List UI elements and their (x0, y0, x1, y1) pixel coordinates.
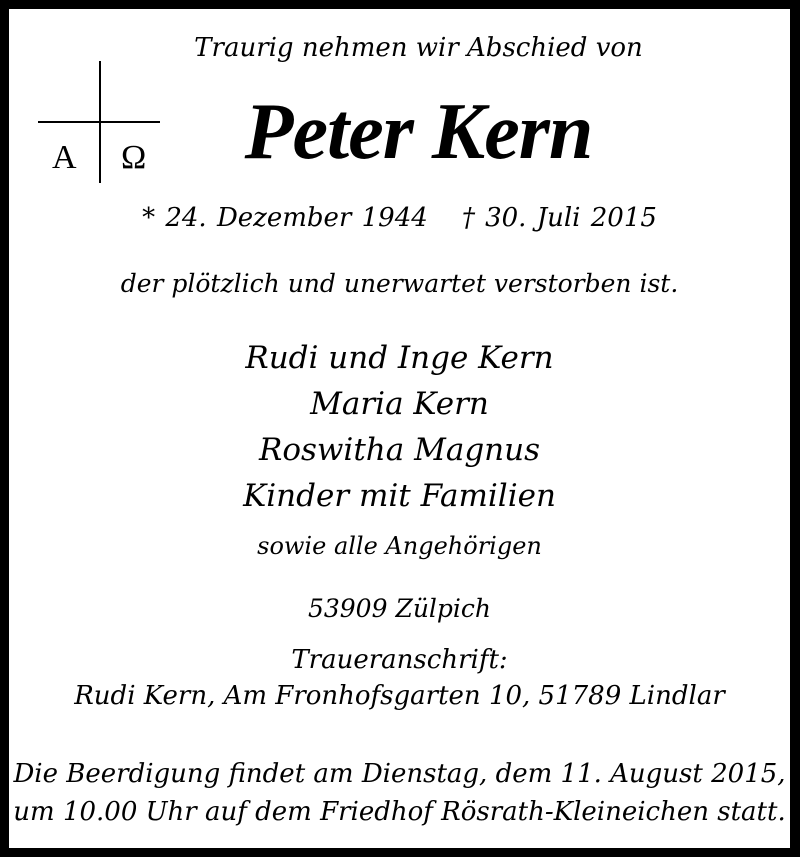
deceased-name: Peter Kern (244, 88, 593, 176)
mourner-name: Kinder mit Familien (243, 478, 556, 514)
mourning-address-label: Traueranschrift: (291, 645, 508, 675)
mourning-address: Rudi Kern, Am Fronhofsgarten 10, 51789 Lindlar (74, 681, 725, 711)
alpha-glyph: A (52, 139, 77, 176)
life-dates (9, 205, 790, 231)
omega-glyph: Ω (121, 139, 147, 176)
mourners-list (9, 335, 790, 519)
obituary-notice (9, 9, 790, 848)
funeral-line: um 10.00 Uhr auf dem Friedhof Rösrath-Kleineichen statt. (13, 797, 786, 827)
funeral-line: Die Beerdigung findet am Dienstag, dem 11. August 2015, (13, 759, 786, 789)
circumstance-text: der plötzlich und unerwartet verstorben ist. (120, 269, 679, 298)
place-text: 53909 Zülpich (307, 594, 492, 623)
birth-date: * 24. Dezember 1944 (142, 203, 428, 233)
mourner-name: Rudi und Inge Kern (245, 340, 554, 376)
intro-text: Traurig nehmen wir Abschied von (194, 33, 643, 63)
mourner-name: Roswitha Magnus (258, 432, 541, 468)
mourner-name: Maria Kern (310, 386, 489, 422)
funeral-details (9, 755, 790, 831)
relatives-text: sowie alle Angehörigen (257, 532, 542, 560)
death-date: † 30. Juli 2015 (461, 203, 657, 233)
